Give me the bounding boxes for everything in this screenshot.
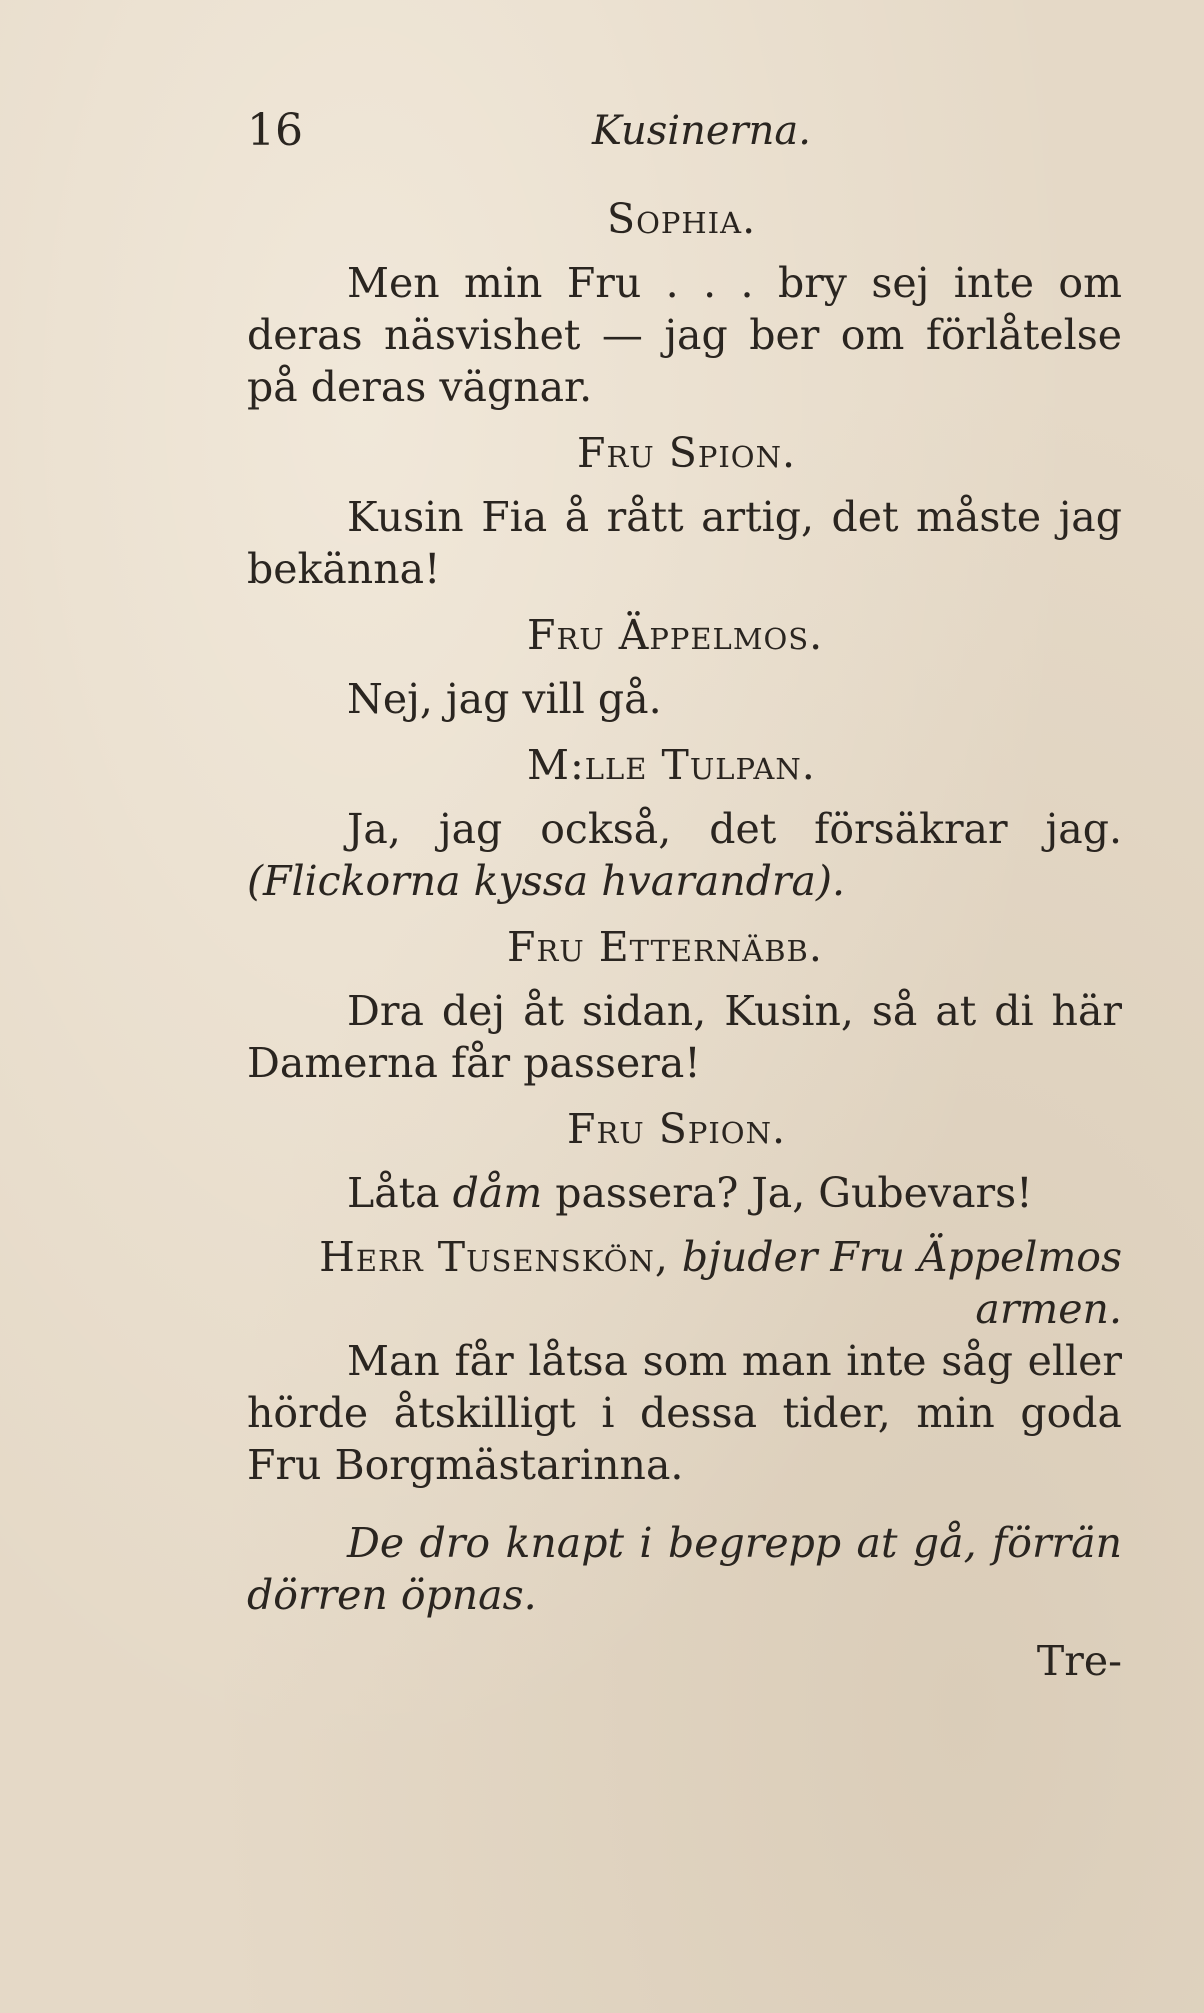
stage-direction: (Flickorna kyssa hvarandra). [247, 857, 845, 905]
speaker-name: Herr Tusenskön, [319, 1233, 669, 1281]
speaker-name: Fru Etternäbb. [507, 923, 823, 971]
page-number: 16 [247, 105, 303, 156]
page-text [247, 105, 1122, 1687]
speech-words: passera? Ja, Gubevars! [542, 1169, 1033, 1217]
speaker-action-line [247, 1231, 1122, 1335]
speaker-name: Fru Spion. [567, 1105, 786, 1153]
stage-direction: bjuder Fru Äppelmos armen. [681, 1233, 1122, 1333]
speaker-name: Fru Äppelmos. [527, 611, 824, 659]
page-header [247, 105, 1122, 165]
speaker-name: Fru Spion. [577, 429, 796, 477]
stage-direction: De dro knapt i begrepp at gå, förrän dörren öpnas. [247, 1519, 1122, 1619]
emphasized-word: dåm [452, 1169, 543, 1217]
speech-words: Låta [347, 1169, 453, 1217]
speaker-name: Sophia. [607, 195, 757, 243]
speech-text: Nej, jag vill gå. [347, 675, 662, 723]
speaker-name: M:lle Tulpan. [527, 741, 816, 789]
speech-text: Men min Fru . . . bry sej inte om deras näsvishet — jag ber om förlåtelse på deras vägnar. [247, 259, 1122, 411]
speech-text: Dra dej åt sidan, Kusin, så at di här Damerna får passera! [247, 987, 1122, 1087]
catchword: Tre- [1036, 1637, 1122, 1685]
running-title: Kusinerna. [592, 108, 811, 154]
speech-text [247, 1167, 1122, 1219]
speech-text [247, 803, 1122, 907]
speech-words: Ja, jag också, det försäkrar jag. [347, 805, 1122, 853]
speech-text: Man får låtsa som man inte såg eller hörde åtskilligt i dessa tider, min goda Fru Borgmästarinna. [247, 1337, 1122, 1489]
speech-text: Kusin Fia å rått artig, det måste jag bekänna! [247, 493, 1122, 593]
